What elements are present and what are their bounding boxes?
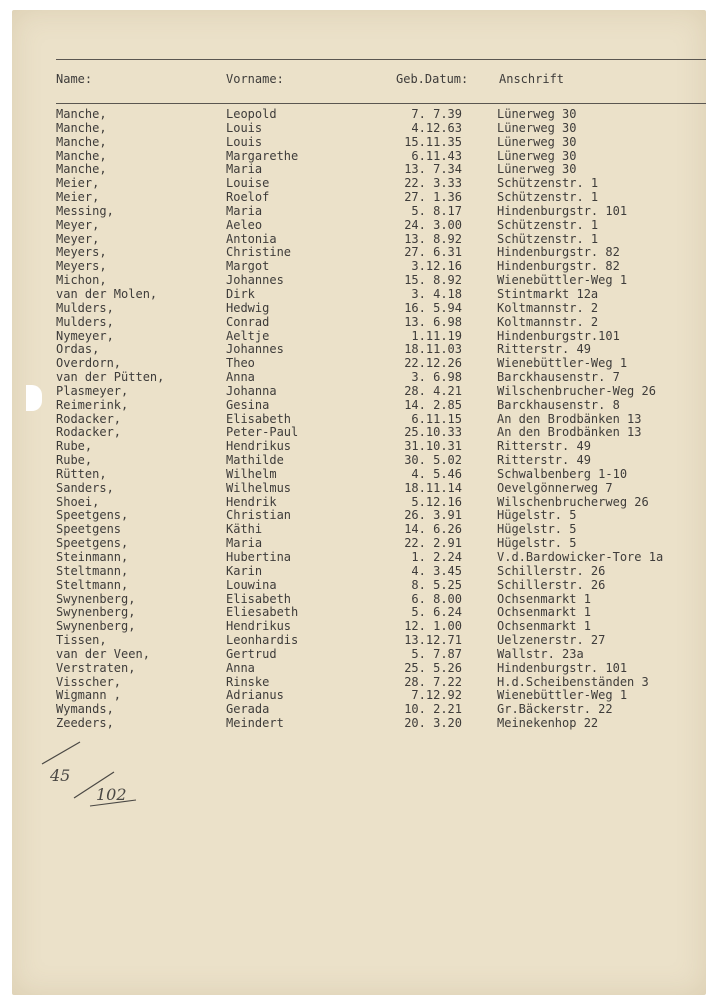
row-birth-date: 14. 6.26 (404, 522, 462, 537)
row-first-name: Käthi (226, 522, 263, 537)
table-row (12, 605, 706, 619)
row-first-name: Hedwig (226, 300, 270, 315)
row-name: Visscher, (56, 674, 122, 689)
note-b: 102 (96, 785, 127, 804)
row-name: Shoei, (56, 494, 100, 509)
table-header (12, 72, 706, 88)
row-address: Koltmannstr. 2 (497, 300, 599, 315)
row-name: Speetgens, (56, 536, 129, 551)
row-birth-date: 28. 7.22 (404, 674, 462, 689)
row-name: Ordas, (56, 342, 100, 357)
row-name: Manche, (56, 162, 107, 177)
row-birth-date: 1. 2.24 (411, 550, 462, 564)
row-birth-date: 20. 3.20 (404, 716, 462, 731)
row-first-name: Adrianus (226, 688, 284, 703)
row-birth-date: 18.11.03 (404, 342, 462, 357)
row-address: Schillerstr. 26 (497, 563, 606, 578)
row-birth-date: 3.12.16 (411, 259, 462, 274)
row-address: Oevelgönnerweg 7 (497, 480, 613, 495)
row-first-name: Johanna (226, 383, 277, 398)
row-address: Schwalbenberg 1-10 (497, 466, 628, 481)
row-address: Hindenburgstr.101 (497, 328, 620, 343)
row-birth-date: 14. 2.85 (404, 397, 462, 412)
row-birth-date: 31.10.31 (404, 439, 462, 454)
row-address: Hindenburgstr. 101 (497, 660, 628, 675)
row-address: Lünerweg 30 (497, 148, 577, 163)
table-row (12, 329, 706, 343)
table-row (12, 135, 706, 149)
header-birth-date: Geb.Datum: (396, 72, 469, 86)
row-name: Manche, (56, 148, 107, 163)
row-birth-date: 4. 3.45 (411, 563, 462, 578)
table-row (12, 578, 706, 592)
row-birth-date: 26. 3.91 (404, 508, 462, 523)
row-first-name: Wilhelmus (226, 480, 292, 495)
row-birth-date: 3. 6.98 (411, 370, 462, 385)
row-birth-date: 5. 7.87 (411, 646, 462, 661)
row-first-name: Maria (226, 162, 263, 177)
row-birth-date: 22.12.26 (404, 356, 462, 371)
row-address: Uelzenerstr. 27 (497, 633, 606, 648)
row-birth-date: 25.10.33 (404, 425, 462, 440)
row-address: Stintmarkt 12a (497, 286, 599, 301)
row-address: Schützenstr. 1 (497, 190, 599, 205)
table-row (12, 342, 706, 356)
row-birth-date: 6.11.15 (411, 411, 462, 426)
row-name: Speetgens, (56, 508, 129, 523)
header-first-name: Vorname: (226, 72, 284, 86)
header-rule (56, 103, 706, 104)
row-address: An den Brodbänken 13 (497, 411, 642, 426)
row-first-name: Theo (226, 356, 255, 371)
note-a: 45 (50, 766, 71, 785)
row-birth-date: 6. 8.00 (411, 591, 462, 606)
row-address: Schützenstr. 1 (497, 176, 599, 191)
row-address: An den Brodbänken 13 (497, 425, 642, 440)
row-name: Zeeders, (56, 716, 114, 731)
row-first-name: Aeleo (226, 217, 263, 232)
row-name: Steinmann, (56, 550, 129, 564)
row-name: Tissen, (56, 633, 107, 648)
row-first-name: Louise (226, 176, 270, 191)
row-address: Hindenburgstr. 82 (497, 245, 620, 260)
row-name: Reimerink, (56, 397, 129, 412)
row-first-name: Louis (226, 134, 263, 149)
row-first-name: Leonhardis (226, 633, 299, 648)
row-address: Lünerweg 30 (497, 107, 577, 121)
row-name: Manche, (56, 134, 107, 149)
row-birth-date: 3. 4.18 (411, 286, 462, 301)
row-first-name: Maria (226, 536, 263, 551)
row-first-name: Meindert (226, 716, 284, 731)
row-name: van der Veen, (56, 646, 150, 661)
row-first-name: Louis (226, 120, 263, 135)
row-address: H.d.Scheibenständen 3 (497, 674, 649, 689)
row-birth-date: 13. 6.98 (404, 314, 462, 329)
table-row (12, 467, 706, 481)
row-first-name: Hendrikus (226, 619, 292, 634)
table-row (12, 495, 706, 509)
table-row (12, 481, 706, 495)
table-row (12, 287, 706, 301)
row-address: Hügelstr. 5 (497, 508, 577, 523)
row-first-name: Anna (226, 660, 255, 675)
row-name: Wymands, (56, 702, 114, 717)
row-address: Barckhausenstr. 7 (497, 370, 620, 385)
row-name: van der Molen, (56, 286, 158, 301)
table-row (12, 121, 706, 135)
table-row (12, 647, 706, 661)
row-birth-date: 16. 5.94 (404, 300, 462, 315)
table-row (12, 619, 706, 633)
table-row (12, 273, 706, 287)
row-name: Steltmann, (56, 563, 129, 578)
row-first-name: Christian (226, 508, 292, 523)
table-row (12, 716, 706, 730)
table-row (12, 149, 706, 163)
row-name: Meier, (56, 176, 100, 191)
table-row (12, 592, 706, 606)
row-first-name: Aeltje (226, 328, 270, 343)
row-first-name: Antonia (226, 231, 277, 246)
row-address: V.d.Bardowicker-Tore 1a (497, 550, 664, 564)
header-name: Name: (56, 72, 93, 86)
table-row (12, 384, 706, 398)
row-name: Meier, (56, 190, 100, 205)
table-row (12, 259, 706, 273)
row-birth-date: 6.11.43 (411, 148, 462, 163)
row-address: Gr.Bäckerstr. 22 (497, 702, 613, 717)
row-first-name: Peter-Paul (226, 425, 299, 440)
row-address: Koltmannstr. 2 (497, 314, 599, 329)
row-birth-date: 13. 7.34 (404, 162, 462, 177)
row-address: Wallstr. 23a (497, 646, 584, 661)
row-first-name: Eliesabeth (226, 605, 299, 620)
row-name: Verstraten, (56, 660, 136, 675)
top-rule (56, 59, 706, 60)
row-name: Wigmann , (56, 688, 122, 703)
row-first-name: Christine (226, 245, 292, 260)
table-row (12, 550, 706, 564)
table-row (12, 439, 706, 453)
row-name: Michon, (56, 273, 107, 288)
row-first-name: Louwina (226, 577, 277, 592)
table-row (12, 370, 706, 384)
row-name: Meyers, (56, 245, 107, 260)
table-row (12, 508, 706, 522)
table-row (12, 564, 706, 578)
row-name: Rodacker, (56, 411, 122, 426)
row-name: van der Pütten, (56, 370, 165, 385)
row-address: Lünerweg 30 (497, 162, 577, 177)
table-row (12, 425, 706, 439)
row-address: Wienebüttler-Weg 1 (497, 688, 628, 703)
row-first-name: Hendrik (226, 494, 277, 509)
row-name: Rube, (56, 453, 93, 468)
row-birth-date: 30. 5.02 (404, 453, 462, 468)
row-address: Schillerstr. 26 (497, 577, 606, 592)
row-birth-date: 10. 2.21 (404, 702, 462, 717)
row-birth-date: 18.11.14 (404, 480, 462, 495)
row-address: Ochsenmarkt 1 (497, 605, 591, 620)
table-row (12, 162, 706, 176)
row-birth-date: 24. 3.00 (404, 217, 462, 232)
row-first-name: Rinske (226, 674, 270, 689)
row-address: Barckhausenstr. 8 (497, 397, 620, 412)
table-row (12, 232, 706, 246)
row-first-name: Elisabeth (226, 591, 292, 606)
row-name: Swynenberg, (56, 619, 136, 634)
row-first-name: Elisabeth (226, 411, 292, 426)
row-birth-date: 22. 2.91 (404, 536, 462, 551)
row-name: Plasmeyer, (56, 383, 129, 398)
row-first-name: Johannes (226, 342, 284, 357)
row-first-name: Margarethe (226, 148, 299, 163)
row-address: Ritterstr. 49 (497, 453, 591, 468)
table-row (12, 675, 706, 689)
row-name: Rütten, (56, 466, 107, 481)
row-birth-date: 5.12.16 (411, 494, 462, 509)
row-address: Hügelstr. 5 (497, 522, 577, 537)
header-address: Anschrift (499, 72, 565, 86)
row-first-name: Maria (226, 203, 263, 218)
row-address: Hindenburgstr. 82 (497, 259, 620, 274)
table-row (12, 356, 706, 370)
row-name: Sanders, (56, 480, 114, 495)
row-name: Swynenberg, (56, 605, 136, 620)
row-name: Swynenberg, (56, 591, 136, 606)
person-list (12, 107, 706, 730)
row-address: Schützenstr. 1 (497, 231, 599, 246)
table-row (12, 453, 706, 467)
row-address: Wilschenbrucher-Weg 26 (497, 383, 656, 398)
table-row (12, 522, 706, 536)
row-birth-date: 25. 5.26 (404, 660, 462, 675)
handwritten-annotation (40, 736, 150, 816)
row-name: Mulders, (56, 314, 114, 329)
table-row (12, 190, 706, 204)
row-address: Schützenstr. 1 (497, 217, 599, 232)
table-row (12, 218, 706, 232)
row-first-name: Karin (226, 563, 263, 578)
row-birth-date: 22. 3.33 (404, 176, 462, 191)
row-address: Wilschenbrucherweg 26 (497, 494, 649, 509)
table-row (12, 398, 706, 412)
row-birth-date: 27. 6.31 (404, 245, 462, 260)
row-name: Manche, (56, 120, 107, 135)
table-row (12, 688, 706, 702)
row-address: Hindenburgstr. 101 (497, 203, 628, 218)
table-row (12, 245, 706, 259)
row-address: Meinekenhop 22 (497, 716, 599, 731)
row-birth-date: 13. 8.92 (404, 231, 462, 246)
table-row (12, 536, 706, 550)
row-name: Messing, (56, 203, 114, 218)
row-birth-date: 15.11.35 (404, 134, 462, 149)
row-birth-date: 4.12.63 (411, 120, 462, 135)
table-row (12, 176, 706, 190)
row-first-name: Gerada (226, 702, 270, 717)
row-first-name: Wilhelm (226, 466, 277, 481)
row-address: Wienebüttler-Weg 1 (497, 356, 628, 371)
row-first-name: Leopold (226, 107, 277, 121)
row-address: Ochsenmarkt 1 (497, 619, 591, 634)
row-name: Overdorn, (56, 356, 122, 371)
row-first-name: Gertrud (226, 646, 277, 661)
row-name: Mulders, (56, 300, 114, 315)
row-address: Lünerweg 30 (497, 134, 577, 149)
document-page (12, 10, 706, 995)
row-first-name: Margot (226, 259, 270, 274)
row-address: Hügelstr. 5 (497, 536, 577, 551)
row-birth-date: 28. 4.21 (404, 383, 462, 398)
row-first-name: Hubertina (226, 550, 292, 564)
row-address: Ochsenmarkt 1 (497, 591, 591, 606)
pencil-stroke (42, 742, 80, 764)
row-first-name: Roelof (226, 190, 270, 205)
row-birth-date: 5. 8.17 (411, 203, 462, 218)
row-first-name: Mathilde (226, 453, 284, 468)
table-row (12, 315, 706, 329)
row-name: Meyers, (56, 259, 107, 274)
row-name: Meyer, (56, 217, 100, 232)
row-first-name: Johannes (226, 273, 284, 288)
row-name: Meyer, (56, 231, 100, 246)
row-address: Ritterstr. 49 (497, 342, 591, 357)
row-first-name: Dirk (226, 286, 255, 301)
row-address: Wienebüttler-Weg 1 (497, 273, 628, 288)
table-row (12, 412, 706, 426)
row-name: Speetgens (56, 522, 122, 537)
row-birth-date: 8. 5.25 (411, 577, 462, 592)
row-birth-date: 12. 1.00 (404, 619, 462, 634)
row-name: Steltmann, (56, 577, 129, 592)
row-birth-date: 27. 1.36 (404, 190, 462, 205)
row-name: Nymeyer, (56, 328, 114, 343)
row-first-name: Conrad (226, 314, 270, 329)
row-first-name: Anna (226, 370, 255, 385)
row-name: Manche, (56, 107, 107, 121)
row-birth-date: 4. 5.46 (411, 466, 462, 481)
row-address: Ritterstr. 49 (497, 439, 591, 454)
row-birth-date: 15. 8.92 (404, 273, 462, 288)
row-first-name: Gesina (226, 397, 270, 412)
row-birth-date: 5. 6.24 (411, 605, 462, 620)
row-birth-date: 7.12.92 (411, 688, 462, 703)
table-row (12, 661, 706, 675)
row-first-name: Hendrikus (226, 439, 292, 454)
table-row (12, 702, 706, 716)
table-row (12, 107, 706, 121)
row-name: Rube, (56, 439, 93, 454)
table-row (12, 633, 706, 647)
row-birth-date: 1.11.19 (411, 328, 462, 343)
table-row (12, 204, 706, 218)
table-row (12, 301, 706, 315)
row-birth-date: 13.12.71 (404, 633, 462, 648)
row-name: Rodacker, (56, 425, 122, 440)
row-birth-date: 7. 7.39 (411, 107, 462, 121)
row-address: Lünerweg 30 (497, 120, 577, 135)
